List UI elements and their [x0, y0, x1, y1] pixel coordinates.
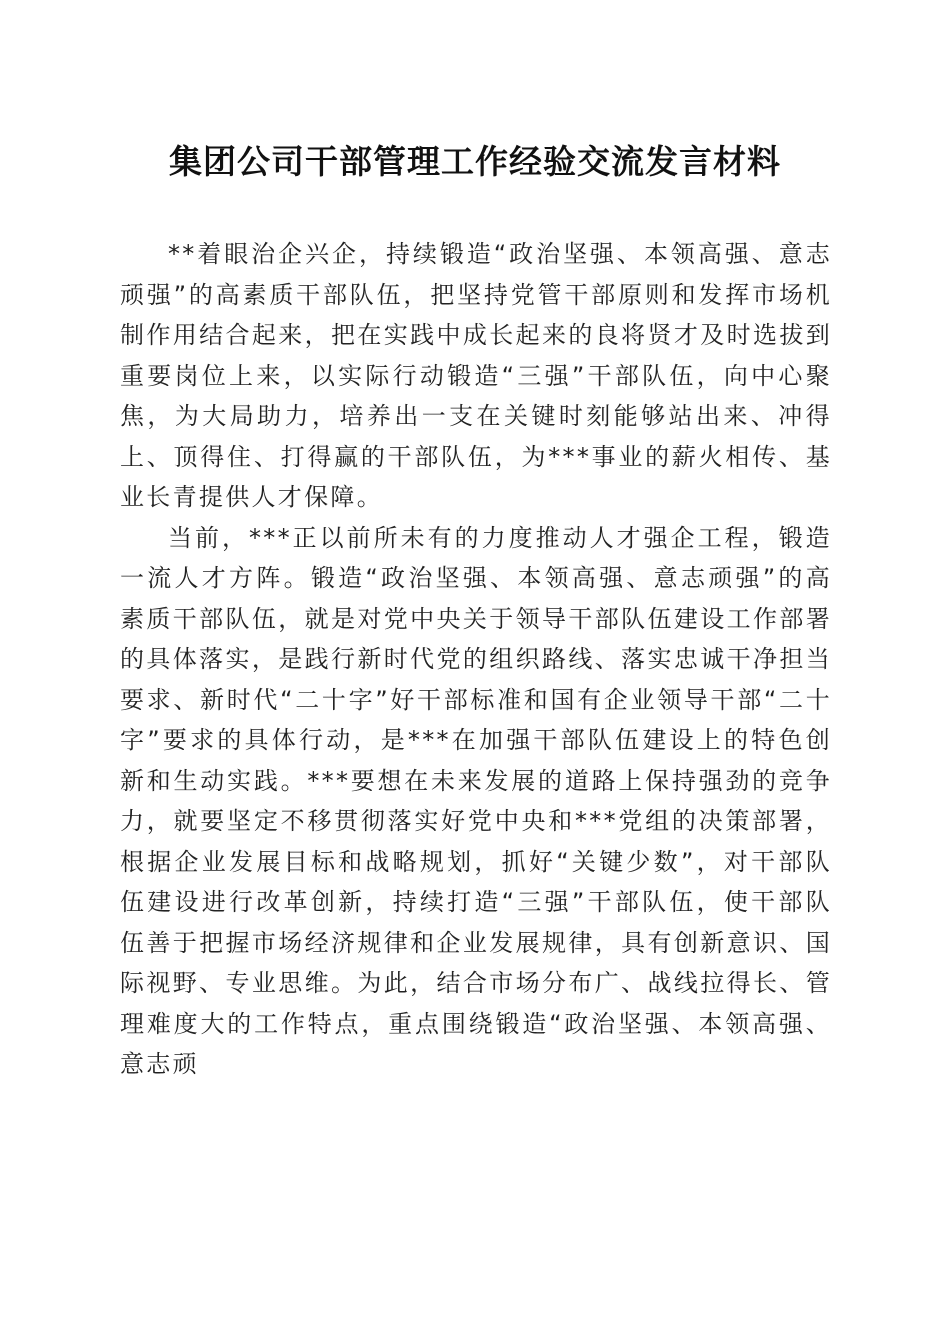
document-body — [120, 234, 832, 1085]
document-title: 集团公司干部管理工作经验交流发言材料 — [169, 142, 781, 181]
paragraph-2: 当前，***正以前所未有的力度推动人才强企工程，锻造一流人才方阵。锻造“政治坚强、本领高强、意志顽强”的高素质干部队伍，就是对党中央关于领导干部队伍建设工作部署的具体落实，是践行新时代党的组织路线、落实忠诚干净担当要求、新时代“二十字”好干部标准和国有企业领导干部“二十字”要求的具体行动，是***在加强干部队伍建设上的特色创新和生动实践。***要想在未来发展的道路上保持强劲的竞争力，就要坚定不移贯彻落实好党中央和***党组的决策部署，根据企业发展目标和战略规划，抓好“关键少数”，对干部队伍建设进行改革创新，持续打造“三强”干部队伍，使干部队伍善于把握市场经济规律和企业发展规律，具有创新意识、国际视野、专业思维。为此，结合市场分布广、战线拉得长、管理难度大的工作特点，重点围绕锻造“政治坚强、本领高强、意志顽 — [120, 523, 832, 1078]
paragraph-1: **着眼治企兴企，持续锻造“政治坚强、本领高强、意志顽强”的高素质干部队伍，把坚持党管干部原则和发挥市场机制作用结合起来，把在实践中成长起来的良将贤才及时选拔到重要岗位上来，以实际行动锻造“三强”干部队伍，向中心聚焦，为大局助力，培养出一支在关键时刻能够站出来、冲得上、顶得住、打得赢的干部队伍，为***事业的薪火相传、基业长青提供人才保障。 — [120, 240, 833, 511]
